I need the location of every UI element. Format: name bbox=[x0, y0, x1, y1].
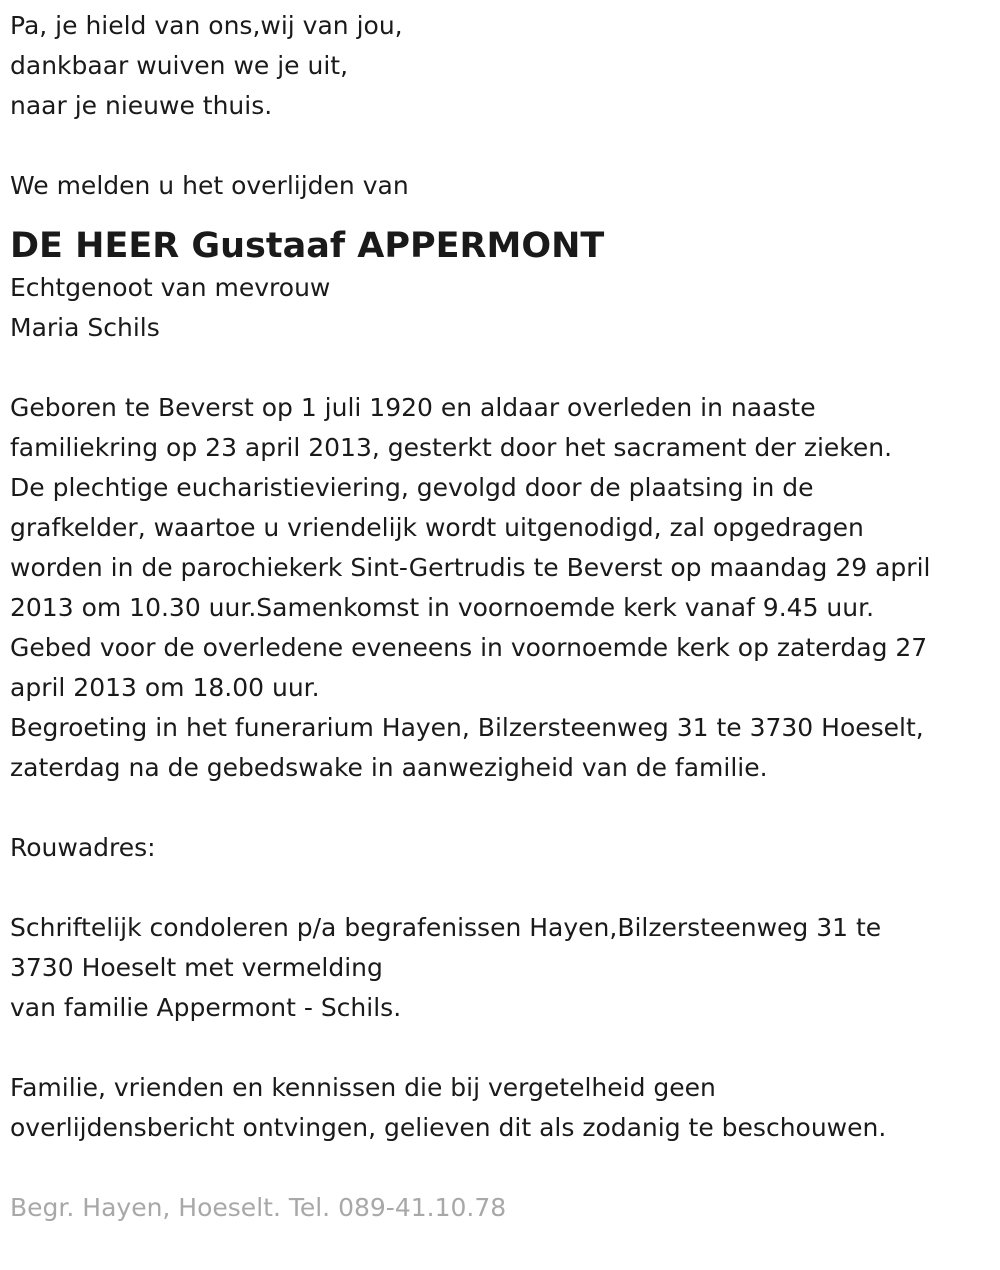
condolences bbox=[10, 908, 995, 1028]
poem-line: dankbaar wuiven we je uit, bbox=[10, 51, 349, 80]
deceased-name: DE HEER Gustaaf APPERMONT bbox=[10, 226, 605, 266]
details-line: De plechtige eucharistieviering, gevolgd door de plaatsing in de bbox=[10, 473, 814, 502]
details-line: familiekring op 23 april 2013, gesterkt door het sacrament der zieken. bbox=[10, 433, 893, 462]
poem-line: Pa, je hield van ons,wij van jou, bbox=[10, 11, 403, 40]
details-line: april 2013 om 18.00 uur. bbox=[10, 673, 320, 702]
spouse-info bbox=[10, 268, 995, 348]
notice-line: Familie, vrienden en kennissen die bij vergetelheid geen bbox=[10, 1073, 716, 1102]
details-line: grafkelder, waartoe u vriendelijk wordt uitgenodigd, zal opgedragen bbox=[10, 513, 864, 542]
details-line: worden in de parochiekerk Sint-Gertrudis te Beverst op maandag 29 april bbox=[10, 553, 931, 582]
details-line: Begroeting in het funerarium Hayen, Bilzersteenweg 31 te 3730 Hoeselt, bbox=[10, 713, 924, 742]
funeral-home-footer: Begr. Hayen, Hoeselt. Tel. 089-41.10.78 bbox=[10, 1193, 507, 1222]
details-line: Geboren te Beverst op 1 juli 1920 en aldaar overleden in naaste bbox=[10, 393, 816, 422]
obituary-notice bbox=[10, 6, 995, 1228]
condolences-line: Schriftelijk condoleren p/a begrafenissen Hayen,Bilzersteenweg 31 te bbox=[10, 913, 882, 942]
details-line: zaterdag na de gebedswake in aanwezigheid van de familie. bbox=[10, 753, 768, 782]
mourning-address-label: Rouwadres: bbox=[10, 833, 156, 862]
condolences-line: van familie Appermont - Schils. bbox=[10, 993, 402, 1022]
details-line: Gebed voor de overledene eveneens in voornoemde kerk op zaterdag 27 bbox=[10, 633, 928, 662]
poem bbox=[10, 6, 995, 126]
condolences-line: 3730 Hoeselt met vermelding bbox=[10, 953, 383, 982]
notice bbox=[10, 1068, 995, 1148]
poem-line: naar je nieuwe thuis. bbox=[10, 91, 273, 120]
details-line: 2013 om 10.30 uur.Samenkomst in voornoemde kerk vanaf 9.45 uur. bbox=[10, 593, 875, 622]
announcement-text: We melden u het overlijden van bbox=[10, 171, 409, 200]
spouse-line: Echtgenoot van mevrouw bbox=[10, 273, 331, 302]
spouse-line: Maria Schils bbox=[10, 313, 160, 342]
notice-line: overlijdensbericht ontvingen, gelieven dit als zodanig te beschouwen. bbox=[10, 1113, 887, 1142]
funeral-details bbox=[10, 388, 995, 788]
